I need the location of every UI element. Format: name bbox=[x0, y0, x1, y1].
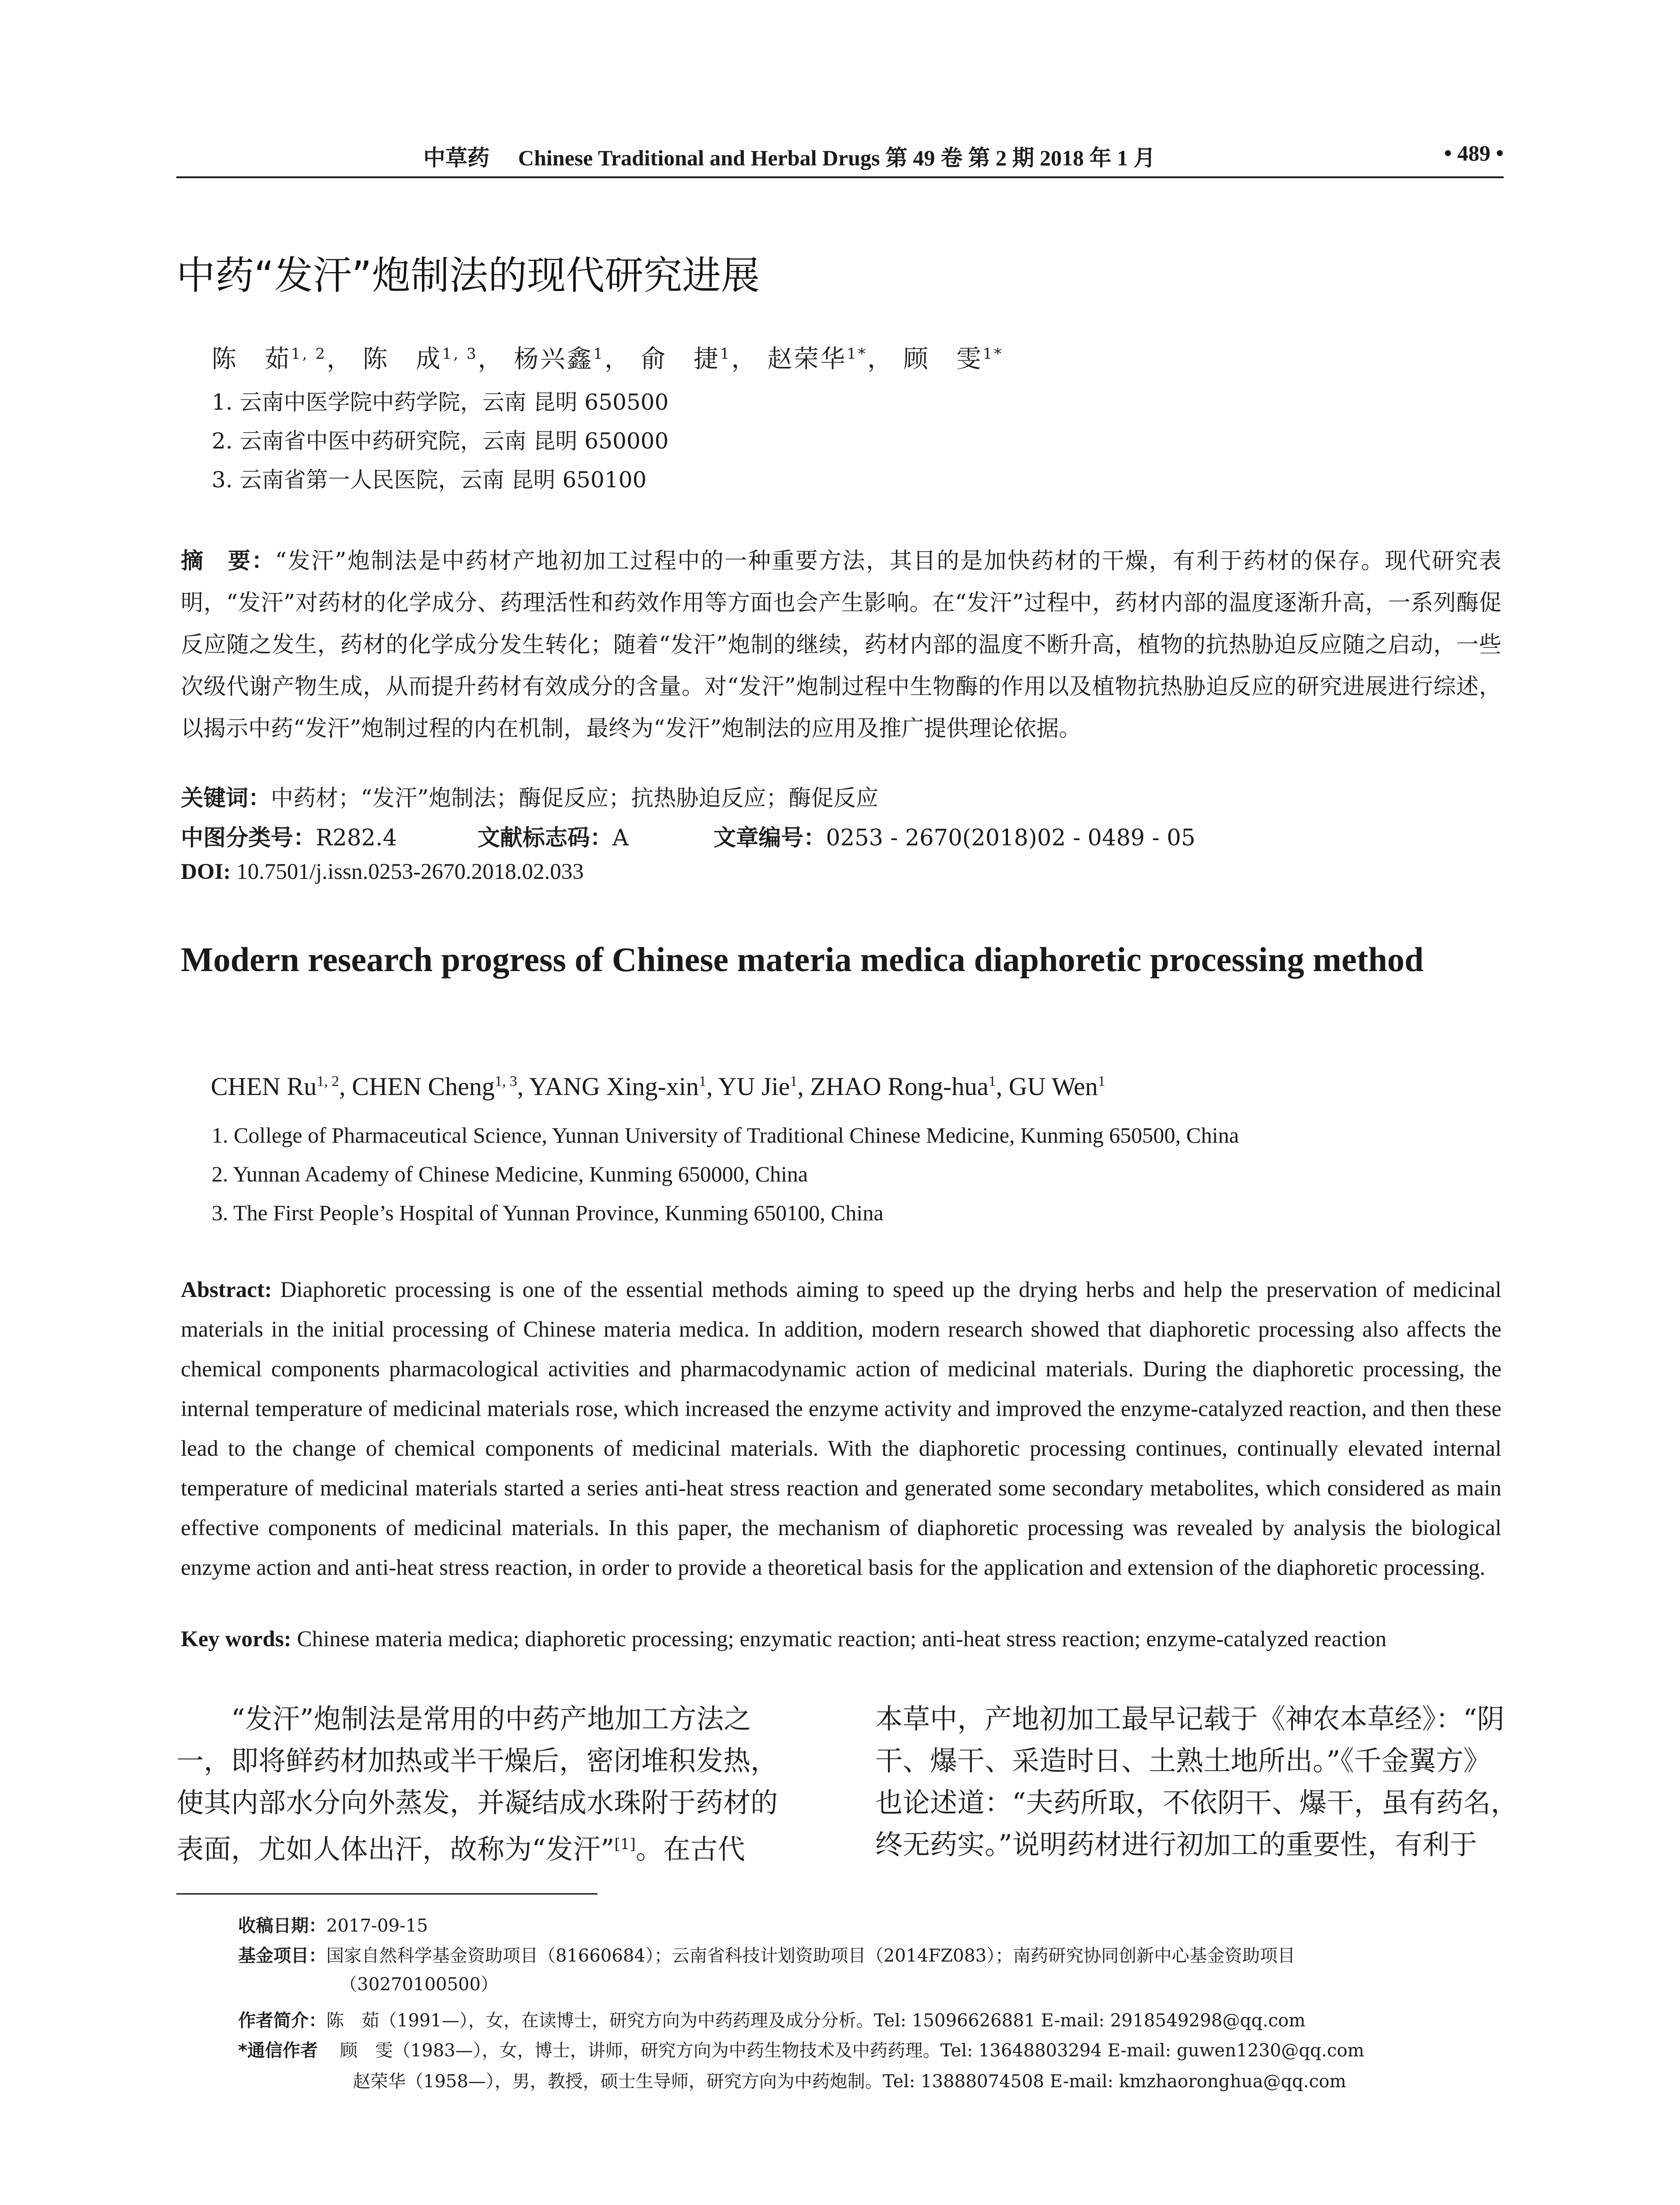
classification-line bbox=[181, 819, 1195, 852]
keywords-cn-label: 关键词： bbox=[181, 785, 271, 811]
clc-value: R282.4 bbox=[316, 825, 397, 851]
keywords-cn-text: 中药材；“发汗”炮制法；酶促反应；抗热胁迫反应；酶促反应 bbox=[271, 785, 879, 811]
authors-en: CHEN Ru$^{1, 2}$, CHEN Cheng$^{1, 3}$, YANG Xing-xin$^1$, YU Jie$^1$, ZHAO Rong-hua$^1$, GU Wen$^1$ bbox=[211, 1072, 1105, 1101]
footnote-rule bbox=[176, 1893, 597, 1895]
received-label: 收稿日期： bbox=[238, 1916, 326, 1936]
article-number-value: 0253 - 2670(2018)02 - 0489 - 05 bbox=[826, 825, 1195, 851]
footnote-corresponding-2: 赵荣华（1958—），男，教授，硕士生导师，研究方向为中药炮制。Tel: 13888074508 E-mail: kmzhaoronghua@qq.com bbox=[353, 2071, 1346, 2092]
doc-code-label: 文献标志码： bbox=[477, 825, 612, 851]
affiliation-cn-1: 1. 云南中医学院中药学院，云南 昆明 650500 bbox=[212, 389, 669, 415]
journal-logo-cn: 中草药 bbox=[423, 146, 489, 170]
author-en: ZHAO Rong-hua bbox=[810, 1072, 989, 1101]
authors-cn: 陈 茹$^{1, 2}$， 陈 成$^{1, 3}$， 杨兴鑫$^1$， 俞 捷$^1$， 赵荣华$^{1*}$， 顾 雯$^{1*}$ bbox=[212, 345, 1004, 374]
body-line: 本草中，产地初加工最早记载于《神农本草经》：“阴 bbox=[875, 1703, 1505, 1735]
body-line-with-ref bbox=[176, 1824, 803, 1870]
article-number-label: 文章编号： bbox=[713, 825, 826, 851]
author-en-sup: 1 bbox=[698, 1073, 706, 1090]
keywords-cn bbox=[181, 780, 878, 812]
abstract-cn-text: “发汗”炮制法是中药材产地初加工过程中的一种重要方法，其目的是加快药材的干燥，有利于药材的保存。现代研究表明，“发汗”对药材的化学成分、药理活性和药效作用等方面也会产生影响。在“发汗”过程中，药材内部的温度逐渐升高，一系列酶促反应随之发生，药材的化学成分发生转化；随着“发汗”炮制的继续，药材内部的温度不断升高，植物的抗热胁迫反应随之启动，一些次级代谢产物生成，从而提升药材有效成分的含量。对“发汗”炮制过程中生物酶的作用以及植物抗热胁迫反应的研究进展进行综述，以揭示中药“发汗”炮制过程的内在机制，最终为“发汗”炮制法的应用及推广提供理论依据。 bbox=[181, 548, 1501, 742]
affiliation-en-3: 3. The First People’s Hospital of Yunnan Province, Kunming 650100, China bbox=[212, 1200, 884, 1225]
author-cn-sup: 1, 2 bbox=[291, 345, 327, 363]
body-line: 也论述道：“夫药所取，不依阴干、爆干，虽有药名， bbox=[875, 1786, 1518, 1819]
author-cn-sup: 1* bbox=[847, 345, 867, 363]
author-cn: 陈 茹 bbox=[212, 345, 291, 374]
doc-code-value: A bbox=[612, 825, 629, 851]
citation-ref: [1] bbox=[614, 1835, 636, 1853]
affiliation-en-1: 1. College of Pharmaceutical Science, Yunnan University of Traditional Chinese Medicine, Kunming 650500, China bbox=[212, 1123, 1239, 1147]
doi-label: DOI: bbox=[181, 860, 231, 884]
keywords-en-label: Key words: bbox=[181, 1627, 291, 1652]
footnote-fund-cont: （30270100500） bbox=[340, 1974, 498, 1995]
author-cn-sup: 1 bbox=[720, 345, 732, 363]
corresponding-label: *通信作者 bbox=[238, 2041, 318, 2061]
doi-line bbox=[181, 859, 584, 885]
author-bio-text: 陈 茹（1991—），女，在读博士，研究方向为中药药理及成分分析。Tel: 15096626881 E-mail: 2918549298@qq.com bbox=[326, 2011, 1306, 2031]
abstract-en-label: Abstract: bbox=[181, 1278, 272, 1302]
fund-label: 基金项目： bbox=[238, 1946, 326, 1966]
footnote-fund bbox=[238, 1942, 1295, 1967]
clc-label: 中图分类号： bbox=[181, 825, 316, 851]
footnote-received bbox=[238, 1912, 428, 1937]
affiliation-cn-3: 3. 云南省第一人民医院，云南 昆明 650100 bbox=[212, 467, 647, 493]
author-cn: 杨兴鑫 bbox=[514, 345, 594, 374]
footnote-corresponding bbox=[238, 2037, 1364, 2062]
keywords-en-text: Chinese materia medica; diaphoretic processing; enzymatic reaction; anti-heat stress reaction; enzyme-catalyzed reaction bbox=[297, 1627, 1387, 1652]
author-cn: 赵荣华 bbox=[767, 345, 847, 374]
page-number: • 489 • bbox=[1444, 141, 1504, 165]
author-en: CHEN Cheng bbox=[352, 1072, 495, 1101]
abstract-cn-label: 摘 要： bbox=[181, 548, 275, 574]
corresponding-text-1: 顾 雯（1983—），女，博士，讲师，研究方向为中药生物技术及中药药理。Tel: 13648803294 E-mail: guwen1230@qq.com bbox=[340, 2041, 1364, 2061]
body-line-text: 表面，尤如人体出汗，故称为“发汗” bbox=[176, 1833, 615, 1865]
header-rule bbox=[176, 176, 1504, 178]
author-cn-sup: 1, 3 bbox=[442, 345, 478, 363]
running-header bbox=[176, 140, 1504, 176]
author-cn: 陈 成 bbox=[362, 345, 442, 374]
title-cn: 中药“发汗”炮制法的现代研究进展 bbox=[176, 253, 760, 298]
body-line: 使其内部水分向外蒸发，并凝结成水珠附于药材的 bbox=[176, 1786, 778, 1819]
received-date: 2017-09-15 bbox=[326, 1916, 428, 1936]
author-en: CHEN Ru bbox=[211, 1072, 317, 1101]
abstract-en bbox=[181, 1270, 1501, 1588]
doi-value: 10.7501/j.issn.0253-2670.2018.02.033 bbox=[236, 860, 584, 884]
body-line-text: 。在古代 bbox=[635, 1833, 745, 1865]
body-line: “发汗”炮制法是常用的中药产地加工方法之 bbox=[231, 1703, 751, 1735]
author-en: YU Jie bbox=[718, 1072, 790, 1101]
title-en: Modern research progress of Chinese materia medica diaphoretic processing method bbox=[181, 940, 1424, 979]
author-cn: 顾 雯 bbox=[903, 345, 983, 374]
author-en-sup: 1 bbox=[790, 1073, 798, 1090]
abstract-cn bbox=[181, 540, 1501, 750]
fund-text: 国家自然科学基金资助项目（81660684）；云南省科技计划资助项目（2014FZ083）；南药研究协同创新中心基金资助项目 bbox=[326, 1946, 1295, 1966]
abstract-en-text: Diaphoretic processing is one of the essential methods aiming to speed up the drying herbs and help the preservation of medicinal materials in the initial processing of Chinese materia medica. In addition, modern research showed that diaphoretic processing also affects the chemical components pharmacological activities and pharmacodynamic action of medicinal materials. During the diaphoretic processing, the internal temperature of medicinal materials rose, which increased the enzyme activity and improved the enzyme-catalyzed reaction, and then these lead to the change of chemical components of medicinal materials. With the diaphoretic processing continues, continually elevated internal temperature of medicinal materials started a series anti-heat stress reaction and generated some secondary metabolites, which considered as main effective components of medicinal materials. In this paper, the mechanism of diaphoretic processing was revealed by analysis the biological enzyme action and anti-heat stress reaction, in order to provide a theoretical basis for the application and extension of the diaphoretic processing. bbox=[181, 1278, 1502, 1580]
affiliation-en-2: 2. Yunnan Academy of Chinese Medicine, Kunming 650000, China bbox=[212, 1162, 808, 1186]
body-line: 终无药实。”说明药材进行初加工的重要性，有利于 bbox=[875, 1828, 1477, 1861]
author-en-sup: 1, 3 bbox=[494, 1073, 517, 1090]
body-column-right bbox=[875, 1698, 1518, 1865]
body-line: 一，即将鲜药材加热或半干燥后，密闭堆积发热， bbox=[176, 1745, 778, 1777]
author-bio-label: 作者简介： bbox=[238, 2011, 326, 2031]
body-column-left bbox=[176, 1698, 803, 1870]
author-en: YANG Xing-xin bbox=[529, 1072, 699, 1101]
author-en-sup: 1 bbox=[988, 1073, 996, 1090]
author-cn-sup: 1 bbox=[593, 345, 605, 363]
keywords-en bbox=[181, 1626, 1386, 1652]
author-en-sup: 1, 2 bbox=[317, 1073, 340, 1090]
footnote-author bbox=[238, 2007, 1306, 2032]
author-en-sup: 1 bbox=[1098, 1073, 1105, 1090]
author-cn-sup: 1* bbox=[982, 345, 1004, 363]
author-en: GU Wen bbox=[1008, 1072, 1098, 1101]
body-line: 干、爆干、采造时日、土熟土地所出。”《千金翼方》 bbox=[875, 1745, 1491, 1777]
author-cn: 俞 捷 bbox=[640, 345, 720, 374]
journal-issue-line: Chinese Traditional and Herbal Drugs 第 49 卷 第 2 期 2018 年 1 月 bbox=[518, 146, 1156, 170]
affiliation-cn-2: 2. 云南省中医中药研究院，云南 昆明 650000 bbox=[212, 428, 669, 454]
